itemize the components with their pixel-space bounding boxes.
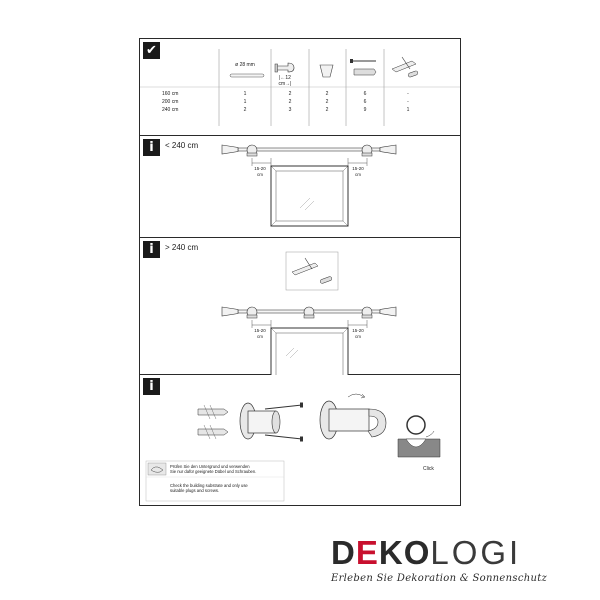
installation-section xyxy=(140,375,460,505)
long-rod-label: > 240 cm xyxy=(165,243,199,252)
rod-illustration xyxy=(230,74,264,77)
note-de-line-2: Sie nur dafür geeignete Dübel und Schrauben. xyxy=(170,469,257,474)
short-rod-label: < 240 cm xyxy=(165,141,199,150)
row-finials: 2 xyxy=(325,99,329,105)
logo-letters-ko: KO xyxy=(378,534,431,571)
logo-letters-logi: LOGI xyxy=(430,534,522,571)
right-distance-value: 15-20 xyxy=(352,166,364,171)
row-length: 240 cm xyxy=(162,107,179,113)
note-en-line-1: Check the building substrate and only use xyxy=(170,483,248,488)
row-finials: 2 xyxy=(325,91,329,97)
bracket-illustration xyxy=(275,63,294,72)
dekologi-logo xyxy=(331,536,521,570)
right-distance-unit: cm xyxy=(355,172,361,177)
logo-letter-e: E xyxy=(355,534,379,571)
left-distance-value: 15-20 xyxy=(254,166,266,171)
row-rods: 1 xyxy=(243,99,247,105)
info-icon: i xyxy=(143,378,160,395)
row-brackets: 2 xyxy=(288,99,292,105)
instruction-sheet xyxy=(139,38,461,506)
connector-illustration xyxy=(392,57,418,78)
checkmark-icon: ✔ xyxy=(143,42,160,59)
left-distance-value: 15-20 xyxy=(254,328,266,333)
note-de-line-1: Prüfen Sie den Untergrund und verwenden xyxy=(170,464,250,469)
left-distance-unit: cm xyxy=(257,334,263,339)
short-rod-section xyxy=(140,136,460,238)
row-length: 200 cm xyxy=(162,99,179,105)
info-icon: i xyxy=(143,139,160,156)
finial-illustration xyxy=(320,65,333,77)
row-rods: 2 xyxy=(243,107,247,113)
contents-table-grid xyxy=(140,39,460,136)
note-en-line-2: suitable plugs and screws. xyxy=(170,488,220,493)
row-brackets: 2 xyxy=(288,91,292,97)
row-brackets: 3 xyxy=(288,107,292,113)
long-rod-diagram xyxy=(140,238,460,375)
right-distance-value: 15-20 xyxy=(352,328,364,333)
bracket-dimension-label: |←12 cm→| xyxy=(278,75,292,87)
contents-section xyxy=(140,39,460,136)
logo-letter-d: D xyxy=(331,534,356,571)
long-rod-section xyxy=(140,238,460,375)
row-connector: - xyxy=(407,91,409,97)
short-rod-diagram xyxy=(140,136,460,238)
info-icon: i xyxy=(143,241,160,258)
wall-plug-icon xyxy=(148,463,166,475)
row-screws: 9 xyxy=(363,107,367,113)
row-connector: - xyxy=(407,99,409,105)
row-length: 160 cm xyxy=(162,91,179,97)
row-rods: 1 xyxy=(243,91,247,97)
screw-plug-illustration xyxy=(350,59,376,75)
right-distance-unit: cm xyxy=(355,334,361,339)
row-finials: 2 xyxy=(325,107,329,113)
brand-tagline: Erleben Sie Dekoration & Sonnenschutz xyxy=(331,573,548,584)
row-screws: 6 xyxy=(363,99,367,105)
left-distance-unit: cm xyxy=(257,172,263,177)
rod-diameter-label: ø 28 mm xyxy=(235,62,255,68)
row-connector: 1 xyxy=(406,107,410,113)
click-label: Click xyxy=(423,466,434,472)
row-screws: 6 xyxy=(363,91,367,97)
